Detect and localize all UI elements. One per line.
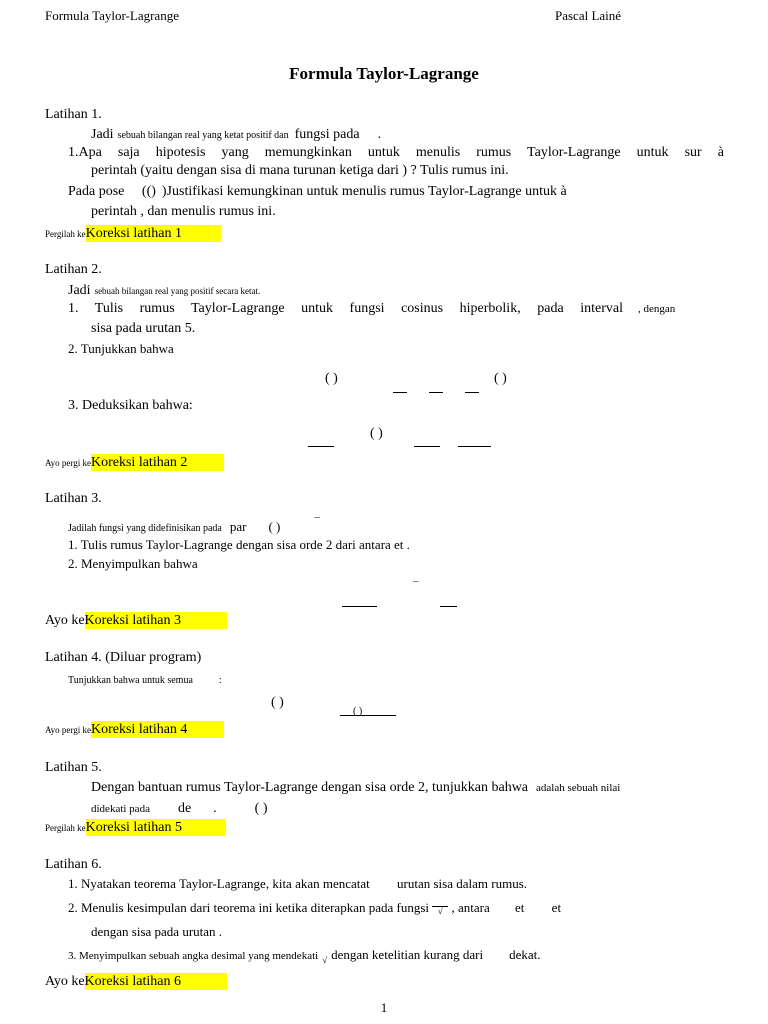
ex6-q2-et2: et [551,900,562,915]
ex5-paren: ( ) [254,801,268,816]
ex4-formula-bar [340,703,396,721]
ex3-formula-bar1 [342,594,377,612]
ex4-correction-link[interactable]: Koreksi latihan 4 [91,721,224,738]
ex1-correction-link[interactable]: Koreksi latihan 1 [86,225,221,242]
ex5-line2 [91,799,268,817]
ex5-nilai: adalah sebuah nilai [536,782,621,794]
ex3-q1: 1. Tulis rumus Taylor-Lagrange dengan sisa orde 2 dari antara et . [68,537,410,552]
ex1-q2-cont: perintah , dan menulis rumus ini. [91,204,276,219]
ex1-q1-cont: perintah (yaitu dengan sisa di mana turunan ketiga dari ) ? Tulis rumus ini. [91,163,509,178]
ex6-q2-cont: dengan sisa pada urutan . [91,924,223,939]
ex1-paren2: () [146,184,156,199]
ex5-text: Dengan bantuan rumus Taylor-Lagrange dengan sisa orde 2, tunjukkan bahwa [91,780,529,795]
ex1-justifikasi: )Justifikasi kemungkinan untuk menulis rumus Taylor-Lagrange untuk à [161,184,567,199]
ex5-link-rest: oreksi latihan 5 [95,820,183,835]
ex3-macron: ¯ [314,516,320,528]
ex1-desc: sebuah bilangan real yang ketat positif dan [117,130,289,141]
ex6-q3-dekat: dekat. [509,947,541,962]
running-header-right: Pascal Lainé [555,8,622,23]
ex1-line1 [91,125,381,143]
ex6-q1-text: 1. Nyatakan teorema Taylor-Lagrange, kita akan mencatat [68,876,370,891]
ex5-link-prefix: Pergilah ke [45,823,86,833]
ex3-par: par [229,519,247,534]
ex6-q2-text: 2. Menulis kesimpulan dari teorema ini ketika diterapkan pada fungsi [68,900,430,915]
ex5-de: de [177,801,192,816]
ex6-correction-link-row [45,972,227,990]
page-number: 1 [380,1000,388,1015]
ex2-heading: Latihan 2. [45,262,102,277]
ex2-correction-link[interactable]: Koreksi latihan 2 [91,454,224,471]
ex3-fx: ( ) [268,519,281,534]
ex1-heading: Latihan 1. [45,107,102,122]
ex6-link-rest: oreksi latihan 6 [94,974,181,989]
ex2-line1 [68,281,260,299]
ex4-colon: : [218,675,222,686]
ex3-formula-bar2 [440,594,457,612]
ex2-q3: 3. Deduksikan bahwa: [68,398,193,413]
ex1-correction-link-row [45,224,221,242]
running-header-left: Formula Taylor-Lagrange [45,8,179,23]
ex4-link-prefix: Ayo pergi ke [45,725,91,735]
ex6-q2-antara: , antara [451,900,490,915]
ex2-formula2-bar3 [458,434,491,452]
ex1-dot: . [377,127,382,142]
document-title: Formula Taylor-Lagrange [289,64,479,83]
ex3-desc: Jadilah fungsi yang didefinisikan pada [68,523,222,534]
ex1-link-prefix: Pergilah ke [45,229,86,239]
ex2-formula2-bar1 [308,434,334,452]
ex3-line1 [68,516,320,536]
ex2-formula2-bar2 [414,434,440,452]
ex2-q1: 1. Tulis rumus Taylor-Lagrange untuk fungsi cosinus hiperbolik, pada interval [68,301,623,316]
ex1-paren: ( [141,184,147,199]
ex5-correction-link-row [45,818,226,836]
ex2-formula1-right: ( ) [494,371,507,386]
ex4-correction-link-row [45,720,224,738]
ex5-link-k: K [85,820,96,835]
ex2-q1-cont: sisa pada urutan 5. [91,321,196,336]
ex3-q2: 2. Menyimpulkan bahwa [68,556,198,571]
ex6-q2-et1: et [515,900,525,915]
ex6-q1-urutan: urutan sisa dalam rumus. [397,876,528,891]
ex3-correction-link-row [45,611,227,629]
ex6-correction-link[interactable] [85,973,227,990]
ex3-link-k: K [84,613,95,628]
ex1-q2 [68,184,567,200]
ex1-pose: Pada pose [68,184,125,199]
ex4-desc: Tunjukkan bahwa untuk semua [68,675,193,686]
ex2-desc: sebuah bilangan real yang positif secara ketat. [94,286,261,296]
ex2-correction-link-row [45,453,224,471]
ex6-link-prefix: Ayo ke [45,974,85,989]
ex5-didekati: didekati pada [91,803,150,815]
ex5-correction-link[interactable] [86,819,226,836]
ex2-formula1-bars [393,380,479,398]
ex2-q1-dengan: , dengan [638,303,676,315]
ex4-line1 [68,670,222,688]
ex3-link-prefix: Ayo ke [45,613,85,628]
ex3-link-rest: oreksi latihan 3 [94,613,181,628]
ex4-formula-denominator: ( ) [353,706,363,717]
ex2-q2: 2. Tunjukkan bahwa [68,341,174,356]
ex6-q1 [68,876,527,892]
ex1-fungsi: fungsi pada [294,127,360,142]
ex1-jadi: Jadi [91,127,114,142]
ex3-formula-macron: ¯ [413,580,419,592]
ex6-link-k: K [84,974,95,989]
ex3-correction-link[interactable] [85,612,227,629]
ex5-line1 [91,778,620,796]
ex2-formula1-left: ( ) [325,371,338,386]
ex5-heading: Latihan 5. [45,760,102,775]
ex6-q3 [68,946,541,965]
ex3-heading: Latihan 3. [45,491,102,506]
ex6-heading: Latihan 6. [45,857,102,872]
ex1-q1: 1.Apa saja hipotesis yang memungkinkan untuk menulis rumus Taylor-Lagrange untuk sur à [68,145,724,160]
ex4-heading: Latihan 4. (Diluar program) [45,650,202,665]
ex6-q3-ketelitian: dengan ketelitian kurang dari [331,947,484,962]
ex6-q2-sqrt: √ [432,906,448,916]
ex2-link-prefix: Ayo pergi ke [45,458,91,468]
ex4-formula-left: ( ) [271,695,284,710]
ex2-jadi: Jadi [68,283,91,298]
ex2-formula2-paren: ( ) [370,426,383,441]
ex6-q3-sqrt: √ [322,955,328,965]
ex6-q3-text: 3. Menyimpulkan sebuah angka desimal yang mendekati [68,950,319,962]
ex6-q2 [68,900,561,916]
ex5-dot: . [213,801,217,816]
